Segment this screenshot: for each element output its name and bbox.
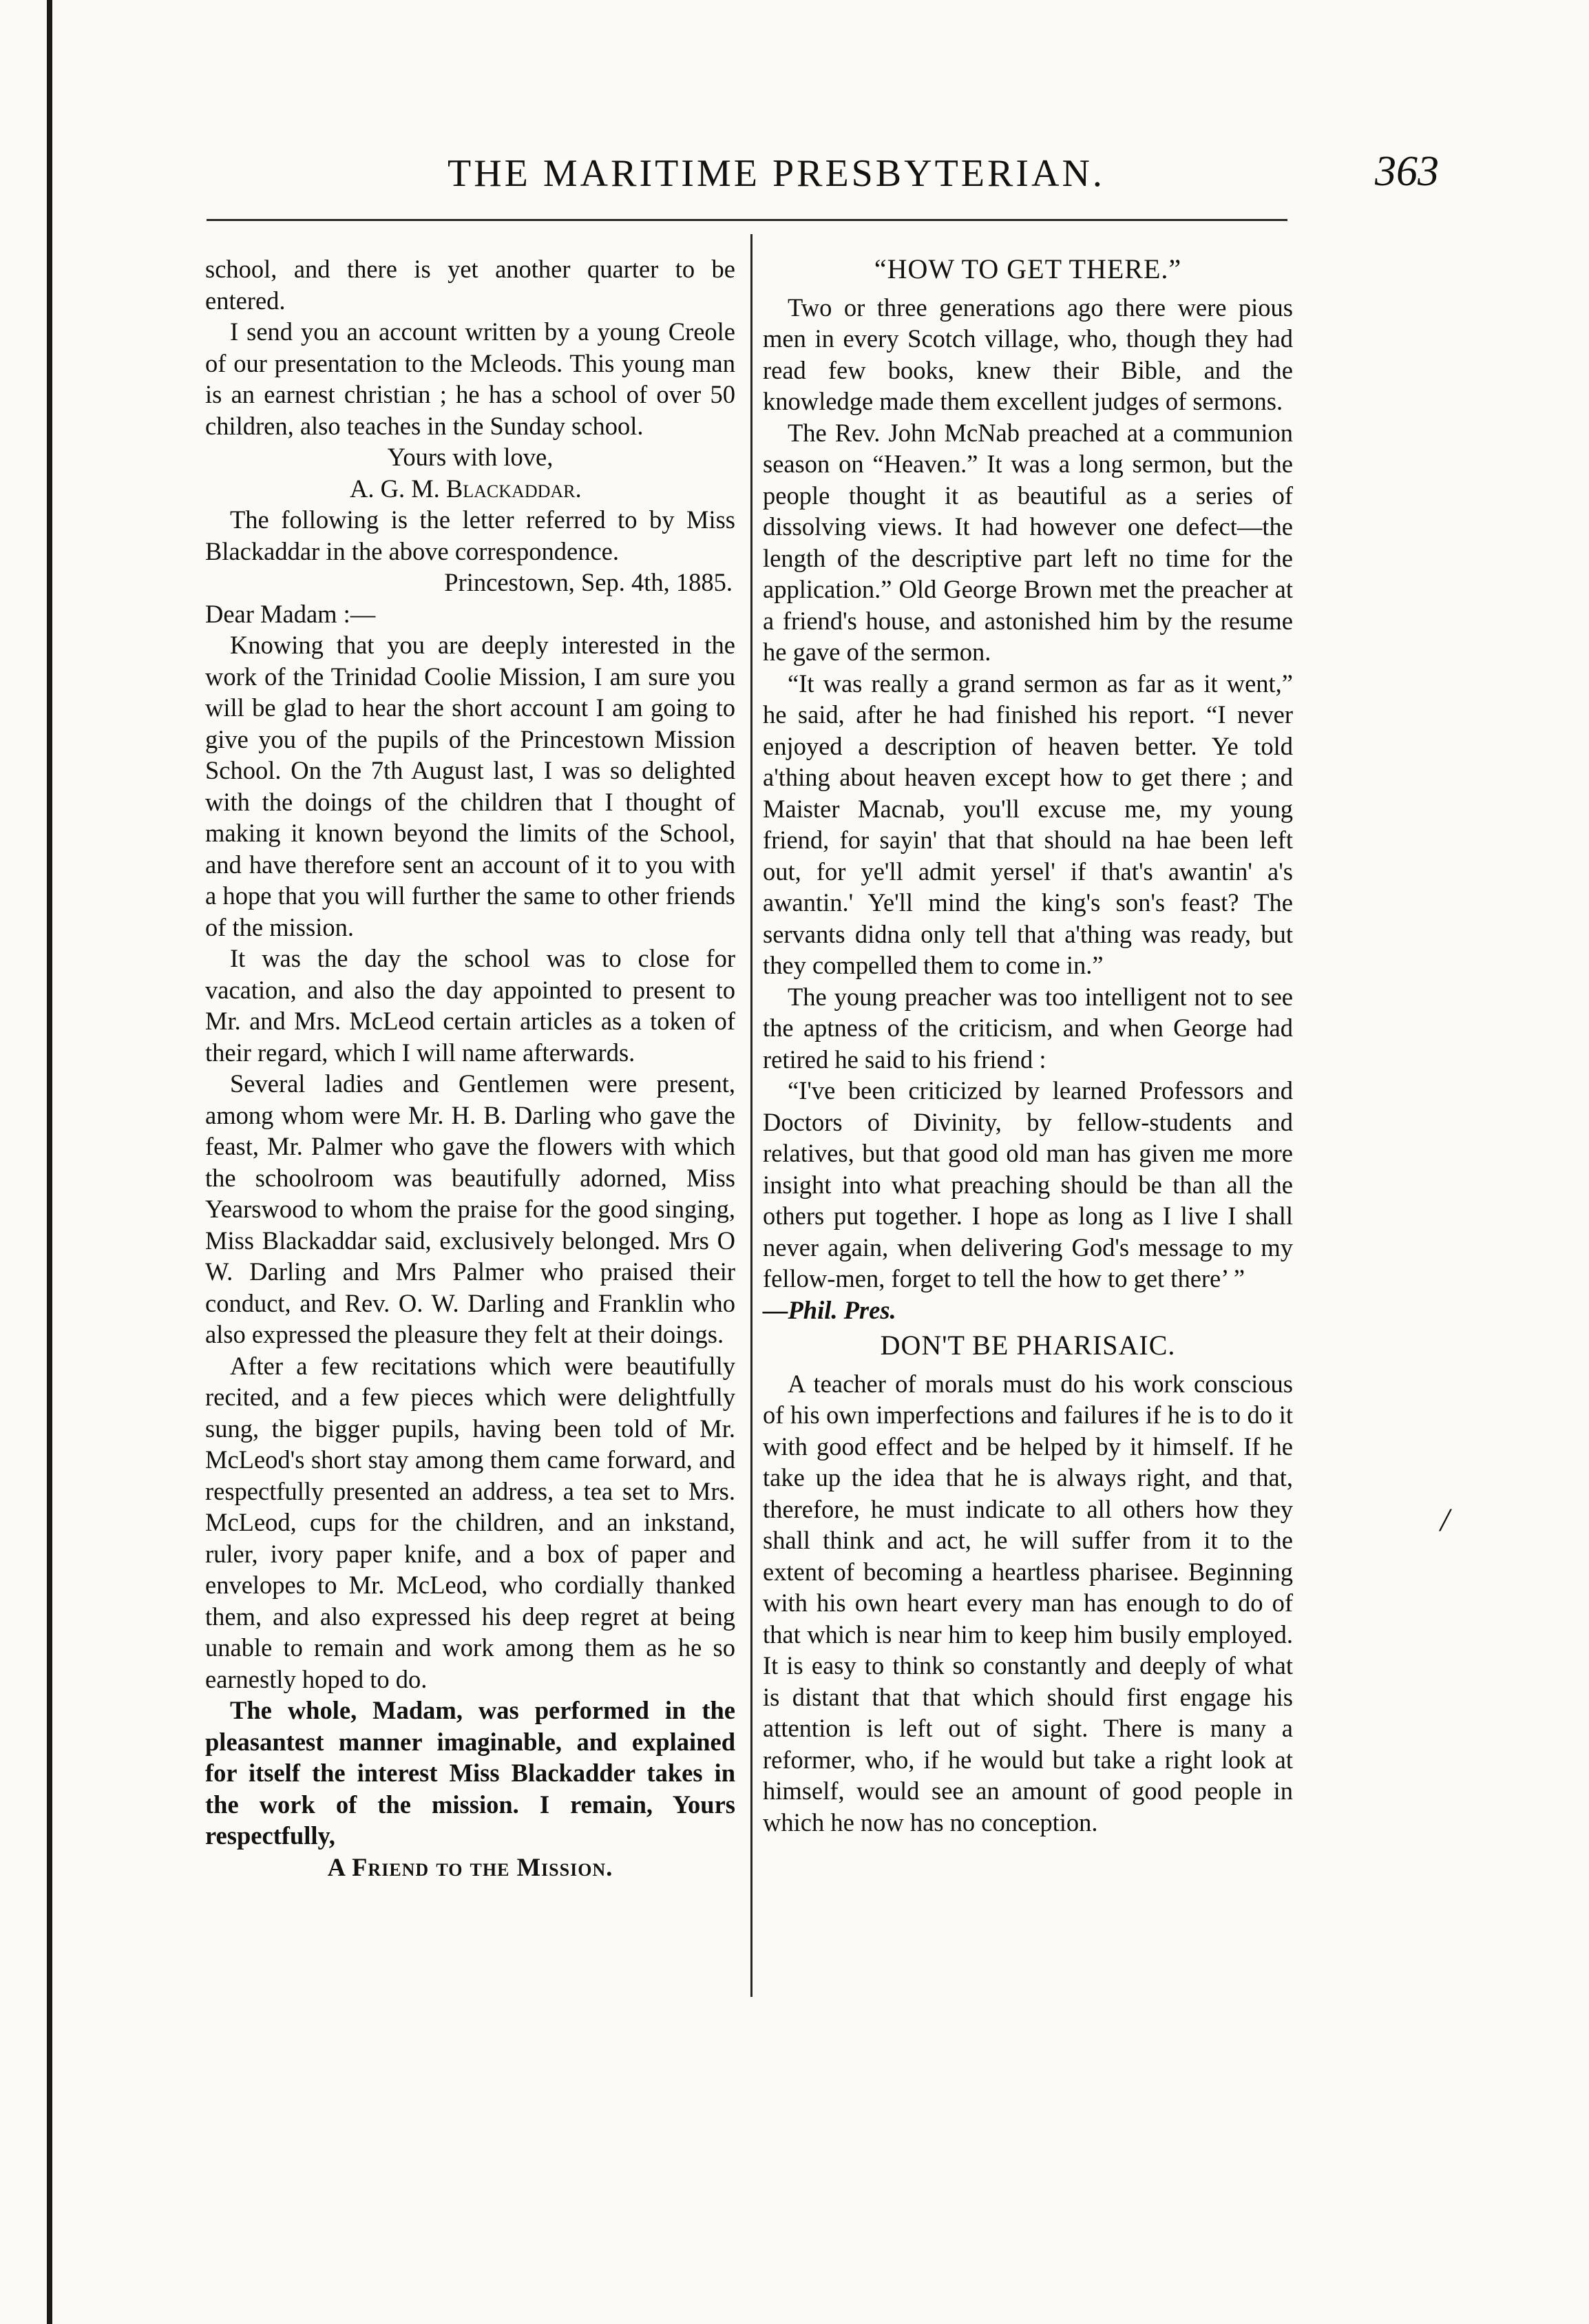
publication-title: THE MARITIME PRESBYTERIAN. [448,152,1105,195]
page-edge-rule [47,0,52,2324]
column-divider [750,234,753,1997]
right-column [763,253,1293,1838]
paragraph: After a few recitations which were beautifully recited, and a few pieces which were delightfully sung, the bigger pupils, having been told of Mr. McLeod's short stay among them came forward, and respectfully presented an address, a tea set to Mrs. McLeod, cups for the children, and an inkstand, ruler, ivory paper knife, and a box of paper and envelopes to Mr. McLeod, who cordially thanked them, and also expressed his deep regret at being unable to remain and work among them as he so earnestly hoped to do. [205,1351,735,1693]
paragraph: Knowing that you are deeply interested in the work of the Trinidad Coolie Mission, I am sure you will be glad to hear the short account I am going to give you of the pupils of the Princestown Mission School. On the 7th August last, I was so delighted with the doings of the children that I thought of making it known beyond the limits of the School, and have therefore sent an account of it to you with a hope that you will further the same to other friends of the mission. [205,631,735,941]
paragraph: “It was really a grand sermon as far as it went,” he said, after he had finished his report. “I never enjoyed a description of heaven better. Ye told a'thing about heaven except how to get there ; and Maister Macnab, you'll excuse me, my young friend, for sayin' that that should na hae been left out, for ye'll admit yersel' if that's awantin' a's awantin.' Ye'll mind the king's son's feast? The servants didna only tell that a'thing was ready, but they compelled them to come in.” [763,669,1293,979]
page-header [186,148,1439,213]
paragraph: It was the day the school was to close for vacation, and also the day appointed to present to Mr. and Mrs. McLeod certain articles as a token of their regard, which I will name afterwards. [205,944,735,1067]
article-heading: “HOW TO GET THERE.” [874,253,1182,284]
article-attribution: —Phil. Pres. [763,1295,896,1324]
paragraph: Several ladies and Gentlemen were present, among whom were Mr. H. B. Darling who gave the feast, Mr. Palmer who gave the flowers with which the schoolroom was beautifully adorned, Miss Yearswood to whom the praise for the good singing, Miss Blackaddar said, exclusively belonged. Mrs O W. Darling and Mrs Palmer who praised their conduct, and Rev. O. W. Darling and Franklin who also expressed the pleasure they felt at their doings. [205,1069,735,1348]
letter-closing: Yours with love, [387,443,554,471]
paragraph: The whole, Madam, was performed in the pleasantest manner imaginable, and explained for itself the interest Miss Blackadder takes in the work of the mission. I remain, Yours respectfully, [205,1696,735,1850]
paragraph: The young preacher was too intelligent not to see the aptness of the criticism, and when George had retired he said to his friend : [763,982,1293,1074]
salutation: Dear Madam :— [205,599,376,628]
paragraph: The Rev. John McNab preached at a communion season on “Heaven.” It was a long sermon, but the people thought it as beautiful as a series of dissolving views. It had however one defect—the length of the descriptive part left no time for the application.” Old George Brown met the preacher at a friend's house, and astonished him by the resume he gave of the sermon. [763,418,1293,666]
paragraph: The following is the letter referred to by Miss Blackaddar in the above correspondence. [205,505,735,565]
paragraph: A teacher of morals must do his work conscious of his own imperfections and failures if he is to do it with good effect and be helped by it himself. If he take up the idea that he is always right, and that, therefore, he must indicate to all others how they shall think and act, he will suffer from it to the extent of becoming a heartless pharisee. Beginning with his own heart every man has enough to do of that which is near him to keep him busily employed. It is easy to think so constantly and deeply of what is distant that that which should first engage his attention is left out of sight. There is many a reformer, who, if he would but take a right look at himself, would see an amount of good people in which he now has no conception. [763,1369,1293,1836]
paragraph: school, and there is yet another quarter to be entered. [205,255,735,315]
closing-signature: A Friend to the Mission. [327,1852,613,1881]
paragraph: I send you an account written by a young Creole of our presentation to the Mcleods. This young man is an earnest christian ; he has a school of over 50 children, also teaches in the Sunday school. [205,317,735,440]
letter-signature: A. G. M. Blackaddar. [350,474,582,503]
paragraph: Two or three generations ago there were pious men in every Scotch village, who, though they had read few books, knew their Bible, and the knowledge made them excellent judges of sermons. [763,293,1293,415]
paragraph: “I've been criticized by learned Professors and Doctors of Divinity, by fellow-students and relatives, but that good old man has given me more insight into what preaching should be than all the others put together. I hope as long as I live I shall never again, when delivering God's message to my fellow-men, forget to tell the how to get there’ ” [763,1076,1293,1292]
article-heading: DON'T BE PHARISAIC. [880,1330,1176,1361]
page-number: 363 [1375,148,1439,195]
left-column [205,253,735,1883]
dateline: Princestown, Sep. 4th, 1885. [444,568,733,596]
margin-mark: / [1440,1502,1450,1538]
header-rule [207,219,1287,221]
